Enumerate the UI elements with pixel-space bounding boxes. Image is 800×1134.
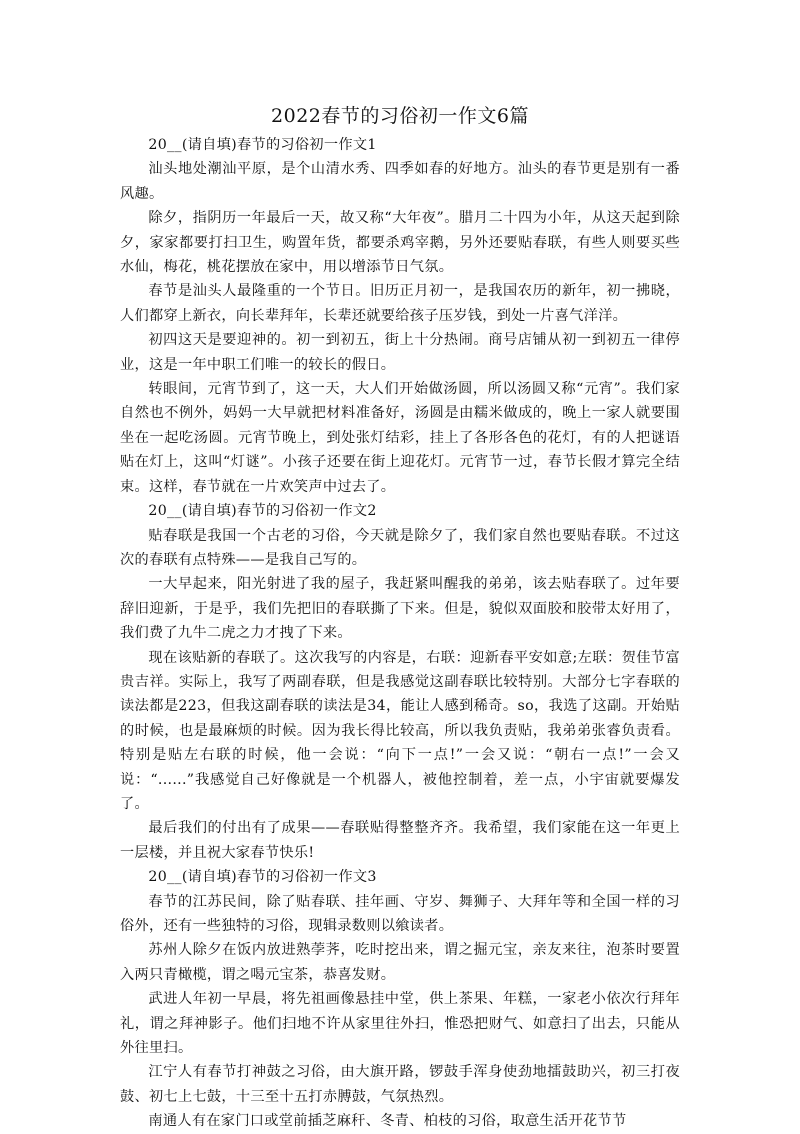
paragraph: 一大早起来，阳光射进了我的屋子，我赶紧叫醒我的弟弟，该去贴春联了。过年要辞旧迎新，于是乎，我们先把旧的春联撕了下来。但是，貌似双面胶和胶带太好用了，我们费了九牛二虎之力才拽了下来。 (120, 576, 680, 642)
paragraph: 春节的江苏民间，除了贴春联、挂年画、守岁、舞狮子、大拜年等和全国一样的习俗外，还有一些独特的习俗，现辑录数则以飨读者。 (120, 893, 680, 934)
paragraph: 初四这天是要迎神的。初一到初五，街上十分热闹。商号店铺从初一到初五一律停业，这是一年中职工们唯一的较长的假日。 (120, 332, 680, 373)
paragraph: 除夕，指阴历一年最后一天，故又称“大年夜”。腊月二十四为小年，从这天起到除夕，家家都要打扫卫生，购置年货，都要杀鸡宰鹅，另外还要贴春联，有些人则要买些水仙，梅花，桃花摆放在家中，用以增添节日气氛。 (120, 210, 680, 276)
paragraph: 武进人年初一早晨，将先祖画像悬挂中堂，供上茶果、年糕，一家老小依次行拜年礼，谓之拜神影子。他们扫地不许从家里往外扫，惟恐把财气、如意扫了出去，只能从外往里扫。 (120, 991, 680, 1057)
essay-heading: 20__(请自填)春节的习俗初一作文3 (148, 869, 377, 886)
document-title: 2022春节的习俗初一作文6篇 (271, 105, 529, 127)
essay-heading: 20__(请自填)春节的习俗初一作文1 (148, 137, 377, 153)
paragraph: 最后我们的付出有了成果——春联贴得整整齐齐。我希望，我们家能在这一年更上一层楼，并且祝大家春节快乐! (120, 820, 680, 861)
paragraph: 苏州人除夕在饭内放进熟荸荠，吃时挖出来，谓之掘元宝，亲友来往，泡茶时要置入两只青橄榄，谓之喝元宝茶，恭喜发财。 (120, 942, 680, 983)
paragraph: 江宁人有春节打神鼓之习俗，由大旗开路，锣鼓手浑身使劲地擂鼓助兴，初三打夜鼓、初七上七鼓，十三至十五打赤膊鼓，气氛热烈。 (120, 1064, 680, 1105)
essay-heading: 20__(请自填)春节的习俗初一作文2 (148, 503, 377, 520)
paragraph: 南通人有在家门口或堂前插芝麻秆、冬青、柏枝的习俗，取意生活开花节节 (148, 1113, 627, 1130)
paragraph: 春节是汕头人最隆重的一个节日。旧历正月初一，是我国农历的新年，初一拂晓，人们都穿上新衣，向长辈拜年，长辈还就要给孩子压岁钱，到处一片喜气洋洋。 (120, 283, 680, 324)
paragraph: 现在该贴新的春联了。这次我写的内容是，右联：迎新春平安如意;左联：贺佳节富贵吉祥。实际上，我写了两副春联，但是我感觉这副春联比较特别。大部分七字春联的读法都是223，但我这副春联的读法是34，能让人感到稀奇。so，我选了这副。开始贴的时候，也是最麻烦的时候。因为我长得比较高，所以我负责贴，我弟弟张睿负责看。特别是贴左右联的时候，他一会说：“向下一点!”一会又说：“朝右一点!”一会又说：“......”我感觉自己好像就是一个机器人，被他控制着，差一点，小宇宙就要爆发了。 (120, 649, 680, 812)
paragraph: 贴春联是我国一个古老的习俗，今天就是除夕了，我们家自然也要贴春联。不过这次的春联有点特殊——是我自己写的。 (120, 527, 680, 568)
paragraph: 转眼间，元宵节到了，这一天，大人们开始做汤圆，所以汤圆又称“元宵”。我们家自然也不例外，妈妈一大早就把材料准备好，汤圆是由糯米做成的，晚上一家人就要围坐在一起吃汤圆。元宵节晚上，到处张灯结彩，挂上了各形各色的花灯，有的人把谜语贴在灯上，这叫“灯谜”。小孩子还要在街上迎花灯。元宵节一过，春节长假才算完全结束。这样，春节就在一片欢笑声中过去了。 (120, 381, 680, 495)
document-page (120, 95, 680, 1134)
paragraph: 汕头地处潮汕平原，是个山清水秀、四季如春的好地方。汕头的春节更是别有一番风趣。 (120, 161, 680, 202)
